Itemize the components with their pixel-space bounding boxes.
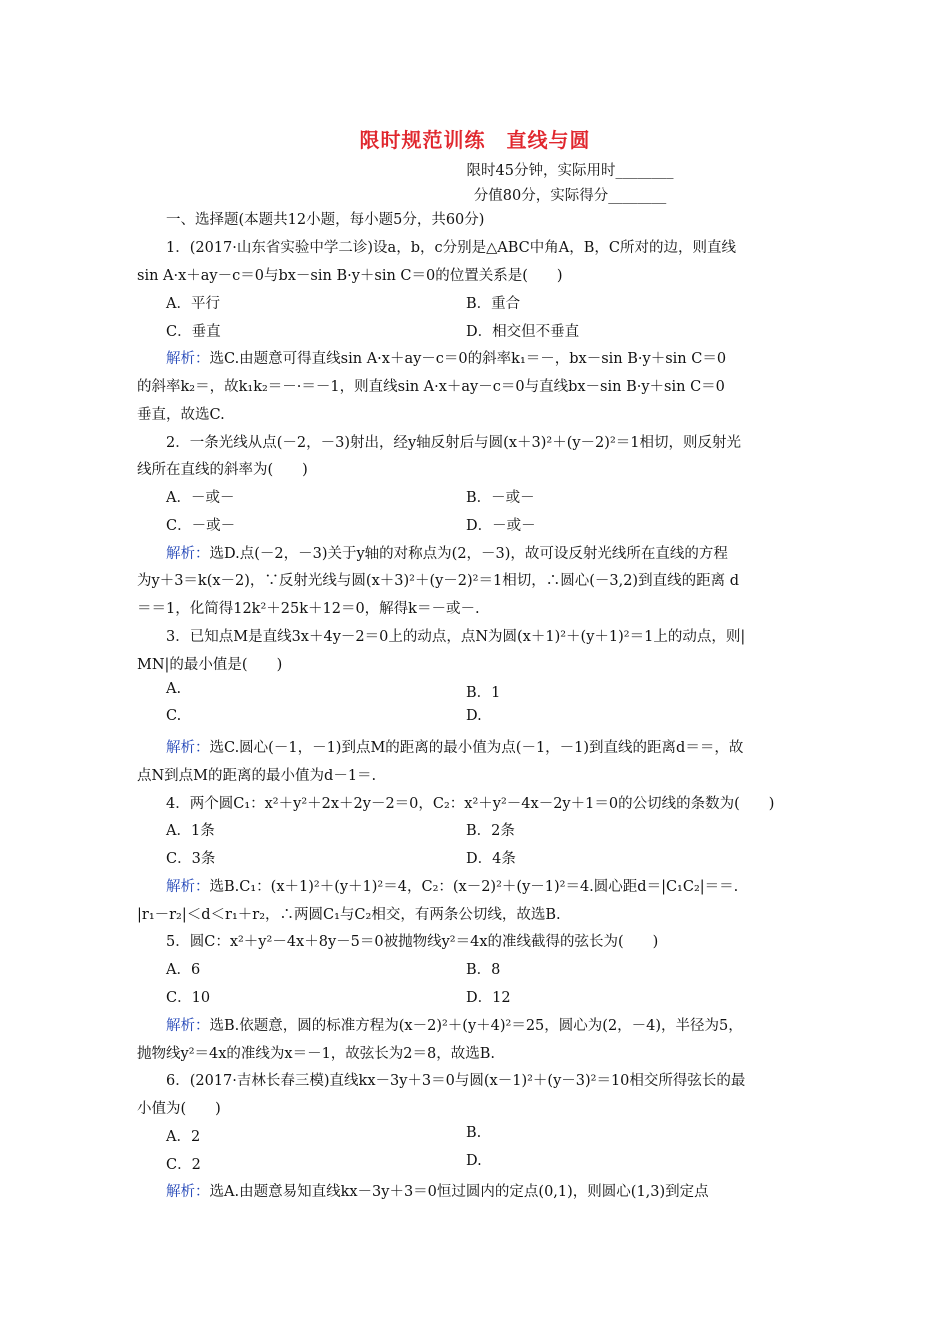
question-4-option-c: C．3条 (166, 851, 216, 867)
solution-text: 选C.由题意可得直线sin A·x＋ay－c＝0的斜率k₁＝－，bx－sin B·y＋sin C＝0 (209, 351, 727, 367)
question-6-solution (166, 1180, 709, 1201)
question-2-text: 2．一条光线从点(－2，－3)射出，经y轴反射后与圆(x＋3)²＋(y－2)²＝1相切，则反射光 (166, 435, 741, 451)
question-1-solution-end: 垂直，故选C. (137, 407, 225, 423)
question-5-option-d: D．12 (466, 990, 511, 1006)
question-1-option-b: B．重合 (466, 296, 521, 312)
question-3-solution (166, 736, 743, 757)
question-5-option-a: A．6 (166, 962, 201, 978)
page-title: 限时规范训练 直线与圆 (359, 128, 591, 152)
question-1-text: 1．(2017·山东省实验中学二诊)设a，b，c分别是△ABC中角A，B，C所对的边，则直线 (166, 240, 736, 256)
question-6-option-d: D. (466, 1153, 482, 1169)
question-4-option-a: A．1条 (166, 823, 215, 839)
question-5-solution-cont: 抛物线y²＝4x的准线为x＝－1，故弦长为2＝8，故选B. (137, 1046, 496, 1062)
solution-text: 选B.依题意，圆的标准方程为(x－2)²＋(y＋4)²＝25，圆心为(2，－4)，半径为5， (209, 1018, 743, 1034)
time-limit-line: 限时45分钟，实际用时________ (466, 163, 674, 179)
question-2-solution-cont: 为y＋3＝k(x－2)，∵反射光线与圆(x＋3)²＋(y－2)²＝1相切，∴圆心(－3,2)到直线的距离 d (137, 573, 739, 589)
question-4-text: 4．两个圆C₁：x²＋y²＋2x＋2y－2＝0，C₂：x²＋y²－4x－2y＋1＝0的公切线的条数为( ) (166, 796, 775, 812)
question-1-option-d: D．相交但不垂直 (466, 324, 580, 340)
question-3-text-cont: MN|的最小值是( ) (137, 657, 283, 673)
question-4-option-b: B．2条 (466, 823, 515, 839)
analysis-label: 解析： (166, 740, 210, 756)
analysis-label: 解析： (166, 1018, 210, 1034)
question-6-text-cont: 小值为( ) (137, 1101, 221, 1117)
question-6-option-a: A．2 (166, 1129, 201, 1145)
question-5-option-c: C．10 (166, 990, 211, 1006)
question-1-solution-cont: 的斜率k₂＝，故k₁k₂＝－·＝－1，则直线sin A·x＋ay－c＝0与直线bx－sin B·y＋sin C＝0 (137, 379, 725, 395)
section-heading: 一、选择题(本题共12小题，每小题5分，共60分) (166, 212, 485, 228)
analysis-label: 解析： (166, 546, 210, 562)
question-5-option-b: B．8 (466, 962, 501, 978)
question-5-text: 5．圆C：x²＋y²－4x＋8y－5＝0被抛物线y²＝4x的准线截得的弦长为( ) (166, 934, 659, 950)
question-1-option-c: C．垂直 (166, 324, 221, 340)
question-2-solution (166, 542, 728, 563)
analysis-label: 解析： (166, 879, 210, 895)
question-2-option-b: B．－或－ (466, 490, 535, 506)
question-5-solution (166, 1014, 743, 1035)
question-3-text: 3．已知点M是直线3x＋4y－2＝0上的动点，点N为圆(x＋1)²＋(y＋1)²＝1上的动点，则| (166, 629, 746, 645)
question-2-text-cont: 线所在直线的斜率为( ) (137, 462, 308, 478)
score-line: 分值80分，实际得分________ (473, 188, 667, 204)
question-2-option-c: C．－或－ (166, 518, 236, 534)
question-1-option-a: A．平行 (166, 296, 220, 312)
solution-text: 选A.由题意易知直线kx－3y＋3＝0恒过圆内的定点(0,1)，则圆心(1,3)到定点 (209, 1184, 709, 1200)
question-6-text: 6．(2017·吉林长春三模)直线kx－3y＋3＝0与圆(x－1)²＋(y－3)²＝10相交所得弦长的最 (166, 1073, 746, 1089)
analysis-label: 解析： (166, 1184, 210, 1200)
question-1-text-cont: sin A·x＋ay－c＝0与bx－sin B·y＋sin C＝0的位置关系是( ) (137, 268, 563, 284)
question-2-option-d: D．－或－ (466, 518, 536, 534)
question-4-option-d: D．4条 (466, 851, 516, 867)
question-3-solution-cont: 点N到点M的距离的最小值为d－1＝. (137, 768, 377, 784)
question-3-option-b: B．1 (466, 685, 501, 701)
solution-text: 选D.点(－2，－3)关于y轴的对称点为(2，－3)，故可设反射光线所在直线的方程 (209, 546, 728, 562)
question-4-solution (166, 875, 738, 896)
question-6-option-b: B. (466, 1125, 482, 1141)
question-3-option-c: C. (166, 708, 182, 724)
question-4-solution-cont: |r₁－r₂|＜d＜r₁＋r₂，∴两圆C₁与C₂相交，有两条公切线，故选B. (137, 907, 561, 923)
solution-text: 选B.C₁：(x＋1)²＋(y＋1)²＝4，C₂：(x－2)²＋(y－1)²＝4.圆心距d＝|C₁C₂|＝＝. (209, 879, 739, 895)
question-2-option-a: A．－或－ (166, 490, 235, 506)
question-2-solution-end: ＝＝1，化简得12k²＋25k＋12＝0，解得k＝－或－. (137, 601, 480, 617)
question-1-solution (166, 347, 726, 368)
question-3-option-a: A. (166, 681, 182, 697)
question-3-option-d: D. (466, 708, 482, 724)
question-6-option-c: C．2 (166, 1157, 201, 1173)
solution-text: 选C.圆心(－1，－1)到点M的距离的最小值为点(－1，－1)到直线的距离d＝＝，故 (209, 740, 744, 756)
analysis-label: 解析： (166, 351, 210, 367)
